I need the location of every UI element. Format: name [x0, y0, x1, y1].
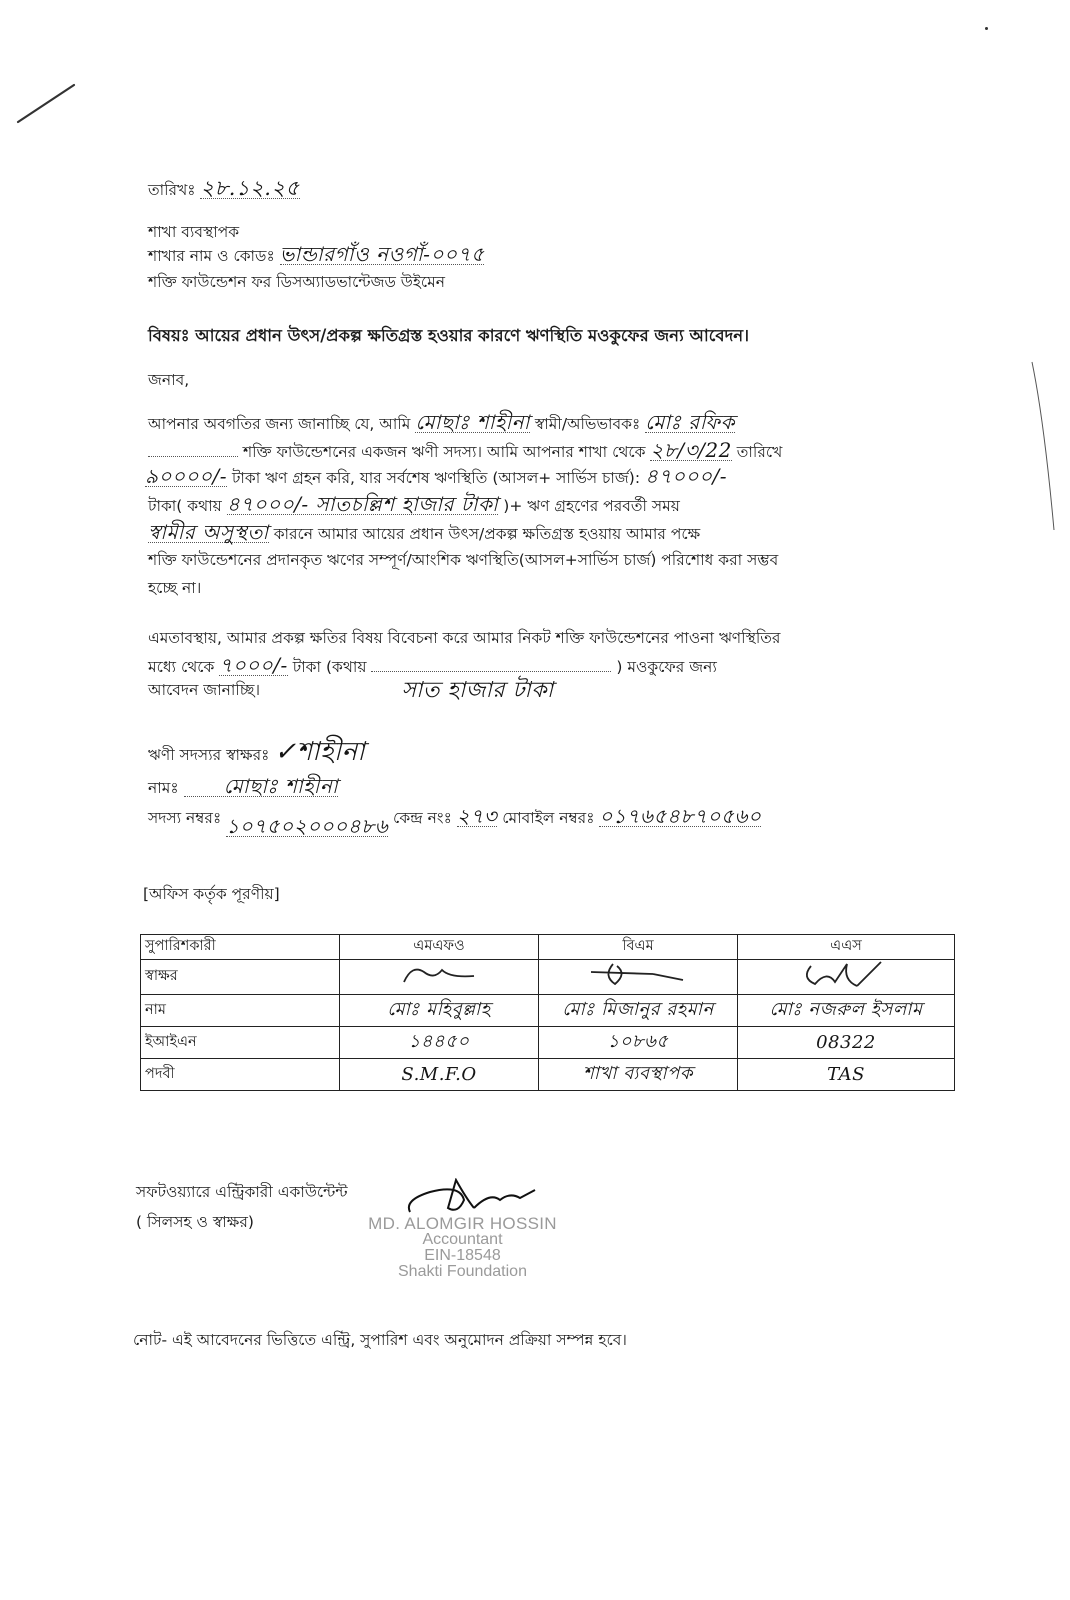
name-cell: মোঃ মিজানুর রহমান	[539, 995, 738, 1027]
row-label: পদবী	[141, 1059, 340, 1091]
body-line-1	[148, 412, 735, 434]
header-cell: বিএম	[539, 935, 738, 960]
body-text: আপনার অবগতির জন্য জানাচ্ছি যে, আমি	[148, 415, 411, 433]
signature-scribble	[583, 962, 693, 988]
member-number-row	[148, 804, 762, 838]
center-number: ২৭৩	[456, 804, 498, 828]
signature-cell	[738, 960, 955, 995]
branch-label: শাখার নাম ও কোডঃ	[148, 247, 275, 265]
organization-name: শক্তি ফাউন্ডেশন ফর ডিসঅ্যাডভান্টেজড উইমেন	[148, 273, 446, 291]
name-cell: মোঃ মহিবুল্লাহ	[340, 995, 539, 1027]
member-no-label: সদস্য নম্বরঃ	[148, 809, 222, 827]
stamp-title: Accountant	[422, 1231, 503, 1248]
designation-cell: TAS	[738, 1059, 955, 1091]
speck	[985, 27, 988, 30]
body-text: টাকা (কথায়	[292, 658, 367, 676]
blank-dots	[148, 456, 238, 457]
addressee-title: শাখা ব্যবস্থাপক	[148, 223, 240, 241]
body-text: )+ ঋণ গ্রহণের পরবর্তী সময়	[503, 497, 680, 515]
name-cell: মোঃ নজরুল ইসলাম	[738, 995, 955, 1027]
subject-line: বিষয়ঃ আয়ের প্রধান উৎস/প্রকল্প ক্ষতিগ্রস্ত হওয়ার কারণে ঋণস্থিতি মওকুফের জন্য আবেদন।	[148, 326, 750, 345]
body-text: কারনে আমার আয়ের প্রধান উৎস/প্রকল্প ক্ষতিগ্রস্ত হওয়ায় আমার পক্ষে	[273, 525, 701, 543]
ein-cell: ১৪৪৫০	[340, 1027, 539, 1059]
pen-mark	[10, 75, 80, 130]
body-line-10: আবেদন জানাচ্ছি।	[148, 681, 261, 699]
branch-row	[148, 244, 484, 266]
signature-cell	[539, 960, 738, 995]
body-text: ) মওকুফের জন্য	[616, 658, 717, 676]
signature-cell	[340, 960, 539, 995]
guardian-name: মোঃ রফিক	[645, 410, 736, 434]
loan-amount: ৯০০০০/-	[145, 464, 227, 488]
member-name-row	[148, 776, 338, 798]
row-label: নাম	[141, 995, 340, 1027]
accountant-label: সফটওয়্যারে এন্ট্রিকারী একাউন্টেন্ট	[136, 1183, 348, 1201]
table-row-name	[141, 995, 955, 1027]
member-number: ১০৭৫০২০০০৪৮৬	[226, 814, 389, 838]
body-text: টাকা ঋণ গ্রহন করি, যার সর্বশেষ ঋণস্থিতি (আসল+ সার্ভিস চার্জ):	[231, 469, 641, 487]
header-cell: এএস	[738, 935, 955, 960]
table-row-ein	[141, 1027, 955, 1059]
accountant-seal-label: ( সিলসহ ও স্বাক্ষর)	[136, 1213, 254, 1231]
stamp-org: Shakti Foundation	[398, 1263, 527, 1280]
waiver-in-words: সাত হাজার টাকা	[401, 678, 554, 703]
body-text: টাকা( কথায়	[148, 497, 222, 515]
mobile-number: ০১৭৬৫৪৮৭০৫৬০	[599, 804, 762, 828]
office-use-label: [অফিস কর্তৃক পূরণীয়]	[143, 885, 280, 903]
row-label: ইআইএন	[141, 1027, 340, 1059]
member-signature: ✓শাহীনা	[274, 737, 366, 767]
signature-scribble	[394, 962, 484, 988]
signature-scribble	[791, 960, 901, 990]
member-name: মোছাঃ শাহীনা	[184, 776, 339, 797]
body-text: মধ্যে থেকে	[148, 658, 215, 676]
header-cell: এমএফও	[340, 935, 539, 960]
waiver-amount: ৭০০০/-	[219, 653, 288, 677]
body-line-5	[148, 522, 700, 544]
applicant-name: মোছাঃ শাহীনা	[415, 410, 530, 434]
ein-cell: ১০৮৬৫	[539, 1027, 738, 1059]
branch-value: ভান্ডারগাঁও নওগাঁ-০০৭৫	[279, 242, 485, 266]
body-line-7: হচ্ছে না।	[148, 579, 202, 597]
stamp-name: MD. ALOMGIR HOSSIN	[368, 1214, 557, 1233]
waiver-in-words-field	[371, 671, 611, 703]
office-recommendation-table	[140, 934, 955, 1091]
salutation: জনাব,	[148, 371, 190, 389]
accountant-stamp	[360, 1216, 565, 1280]
date-row	[148, 178, 300, 200]
designation-cell: শাখা ব্যবস্থাপক	[539, 1059, 738, 1091]
date-label: তারিখঃ	[148, 181, 196, 199]
table-header-row	[141, 935, 955, 960]
page-fold-line	[1030, 360, 1060, 540]
mobile-label: মোবাইল নম্বরঃ	[502, 809, 595, 827]
signature-label: ঋণী সদস্যর স্বাক্ষরঃ	[148, 746, 270, 764]
date-value: ২৮.১২.২৫	[200, 176, 300, 200]
body-text: শক্তি ফাউন্ডেশনের একজন ঋণী সদস্য। আমি আপনার শাখা থেকে	[242, 443, 646, 461]
damage-reason: স্বামীর অসুস্থতা	[148, 520, 269, 544]
outstanding-in-words: ৪৭০০০/- সাতচল্লিশ হাজার টাকা	[226, 492, 499, 516]
table-row-designation	[141, 1059, 955, 1091]
row-label: স্বাক্ষর	[141, 960, 340, 995]
member-signature-row	[148, 737, 366, 767]
body-line-4	[148, 494, 680, 516]
body-line-3	[145, 466, 727, 488]
ein-cell: 08322	[738, 1027, 955, 1059]
center-no-label: কেন্দ্র নংঃ	[393, 809, 452, 827]
body-text: তারিখে	[736, 443, 783, 461]
outstanding-amount: ৪৭০০০/-	[645, 464, 727, 488]
stamp-ein: EIN-18548	[424, 1247, 501, 1264]
body-line-6: শক্তি ফাউন্ডেশনের প্রদানকৃত ঋণের সম্পূর্ণ/আংশিক ঋণস্থিতি(আসল+সার্ভিস চার্জ) পরিশোধ করা সম্ভব	[148, 551, 779, 569]
note: নোট- এই আবেদনের ভিত্তিতে এন্ট্রি, সুপারিশ এবং অনুমোদন প্রক্রিয়া সম্পন্ন হবে।	[133, 1331, 627, 1349]
loan-date: ২৮/৩/22	[650, 438, 732, 462]
body-text: স্বামী/অভিভাবকঃ	[534, 415, 641, 433]
table-row-signature	[141, 960, 955, 995]
name-label: নামঃ	[148, 779, 179, 797]
designation-cell: S.M.F.O	[340, 1059, 539, 1091]
body-line-2	[148, 440, 782, 462]
header-cell: সুপারিশকারী	[141, 935, 340, 960]
body-line-8: এমতাবস্থায়, আমার প্রকল্প ক্ষতির বিষয় বিবেচনা করে আমার নিকট শক্তি ফাউন্ডেশনের পাওনা ঋণস্থিতির	[148, 629, 781, 647]
